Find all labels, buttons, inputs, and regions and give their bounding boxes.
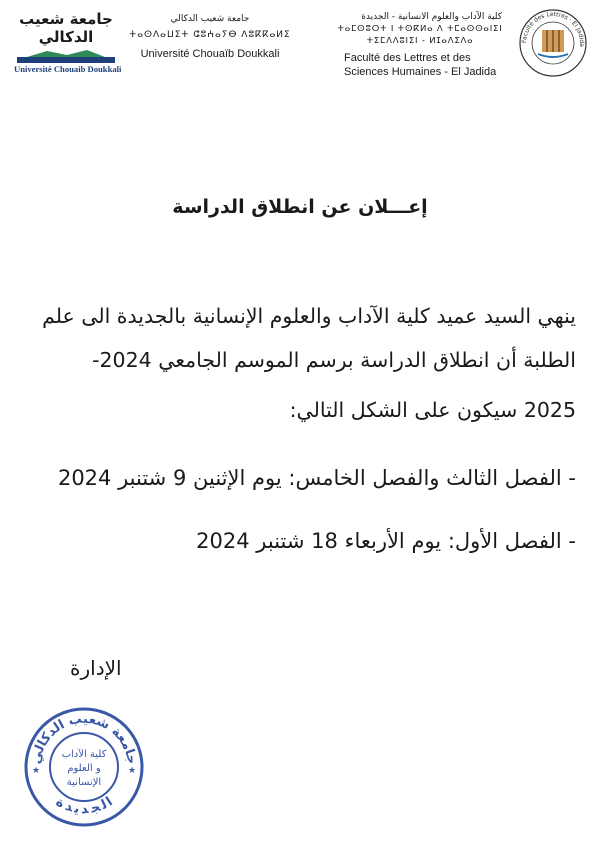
stamp-ring-top-text: جامعة شعيب الدكالي <box>28 711 140 766</box>
university-logo-arabic-name: جامعة شعيب الدكالي <box>19 10 113 46</box>
announcement-title: إعـــلان عن انطلاق الدراسة <box>172 196 428 218</box>
faculty-name-block <box>330 11 510 79</box>
faculty-name-french-1: Faculté des Lettres et des <box>344 52 471 64</box>
university-name-tifinagh: ⵜⴰⵙⴷⴰⵡⵉⵜ ⵛⵓⵄⴰⵢⴱ ⴷⵓⴽⴽⴰⵍⵉ <box>129 30 291 40</box>
faculty-name-arabic: كلية الآداب والعلوم الانسانية - الجديدة <box>361 12 502 22</box>
letterhead <box>0 0 600 80</box>
stamp-star-left-icon: ★ <box>32 766 41 776</box>
faculty-emblem-ring-text: Faculté des Lettres · El Jadida <box>520 10 586 48</box>
university-logo-mark <box>17 48 115 62</box>
announcement-line-2: الطلبة أن انطلاق الدراسة برسم الموسم الجامعي 2024- <box>92 348 576 372</box>
faculty-name-french-2: Sciences Humaines - El Jadida <box>344 66 497 78</box>
stamp-center-line-2: و العلوم <box>67 763 101 774</box>
svg-text:الجديدة <box>53 794 116 817</box>
university-name-arabic: جامعة شعيب الدكالي <box>170 14 250 24</box>
schedule-item-third-fifth-semester: - الفصل الثالث والفصل الخامس: يوم الإثنين 9 شتنبر 2024 <box>57 466 576 490</box>
announcement-line-3: 2025 سيكون على الشكل التالي: <box>289 398 576 422</box>
stamp-center-line-3: الإنسانية <box>66 777 102 788</box>
stamp-center-line-1: كلية الآداب <box>61 749 107 760</box>
announcement-line-1: ينهي السيد عميد كلية الآداب والعلوم الإنسانية بالجديدة الى علم <box>42 304 576 328</box>
schedule-item-first-semester: - الفصل الأول: يوم الأربعاء 18 شتنبر 2024 <box>196 529 576 553</box>
stamp-star-right-icon: ★ <box>128 766 137 776</box>
university-name-french: Université Chouaïb Doukkali <box>140 48 280 60</box>
faculty-name-tifinagh-1: ⵜⴰⵎⵙⵓⵔⵜ ⵏ ⵜⵙⴽⵍⴰ ⴷ ⵜⵎⴰⵙⵙⴰⵏⵉⵏ <box>337 24 503 34</box>
signature-administration: الإدارة <box>70 656 122 680</box>
university-logo-french-name: Université Chouaib Doukkali <box>14 64 122 74</box>
official-stamp <box>22 705 146 829</box>
university-logo <box>14 10 122 74</box>
faculty-emblem-icon <box>518 8 588 78</box>
faculty-name-tifinagh-2: ⵜⵉⵎⴷⴷⵓⵏⵉⵏ - ⵍⵊⴰⴷⵉⴷⴰ <box>366 36 474 46</box>
university-name-block <box>125 13 295 60</box>
stamp-ring-bottom-text: الجديدة <box>53 794 116 818</box>
